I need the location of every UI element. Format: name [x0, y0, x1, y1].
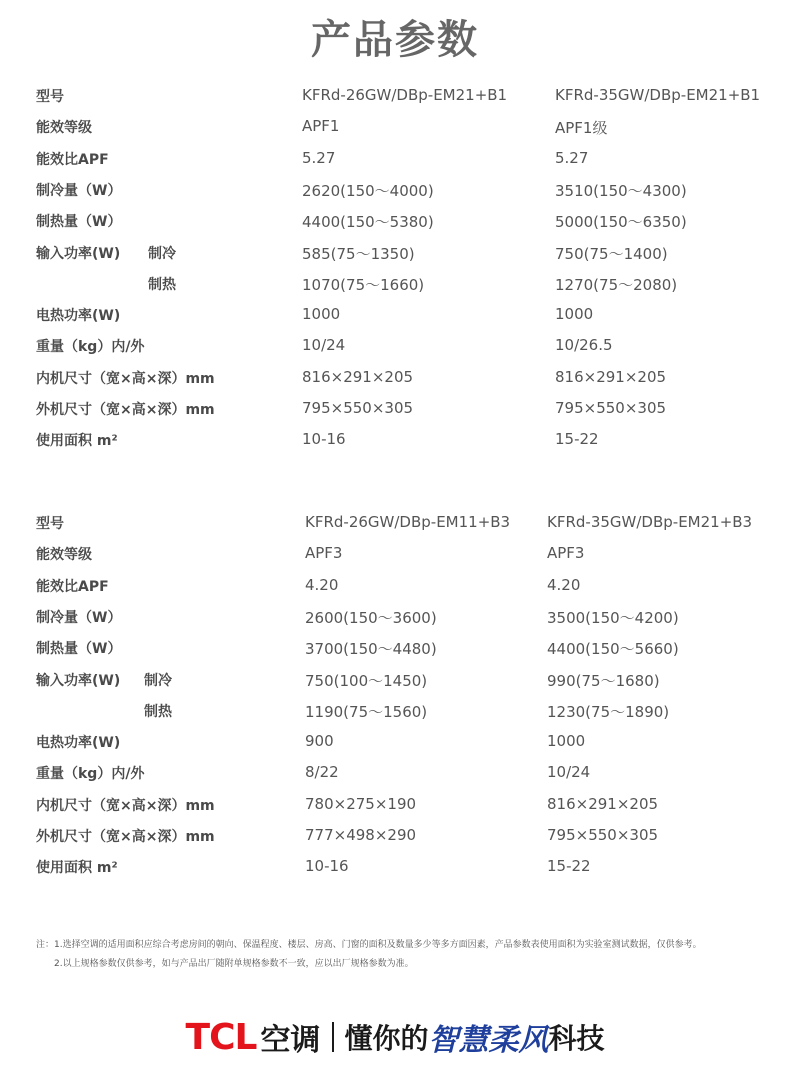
value-model-1: KFRd-26GW/DBp-EM21+B1 [302, 86, 508, 104]
row-label: 重量（kg）内/外 [36, 766, 145, 783]
row-label: 型号 [36, 89, 64, 105]
row-sublabel: 制热 [148, 276, 176, 293]
value-model-1: APF1 [302, 117, 340, 136]
row-label: 制冷量（W） [36, 609, 122, 626]
value-model-1: 4400(150～5380) [302, 213, 434, 232]
slogan-part-a: 懂你的 [344, 1022, 429, 1055]
table-row [0, 430, 790, 454]
row-label: 内机尺寸（宽×高×深）mm [36, 370, 215, 387]
value-model-1: 750(100～1450) [305, 671, 428, 690]
row-label: 输入功率(W) [36, 672, 121, 689]
table-row [0, 305, 790, 329]
value-model-2: 816×291×205 [547, 794, 659, 813]
table-row [0, 857, 790, 881]
table-row [0, 399, 790, 423]
table-row [0, 368, 790, 392]
value-model-1: 780×275×190 [305, 794, 417, 813]
table-row [0, 180, 790, 204]
table-row [0, 274, 790, 298]
value-model-1: 2600(150～3600) [305, 608, 437, 627]
row-label: 制热量（W） [36, 641, 122, 658]
table-row [0, 117, 790, 141]
table-row [0, 763, 790, 787]
value-model-1: 585(75～1350) [302, 244, 415, 263]
notes [36, 936, 766, 974]
row-label: 能效等级 [36, 120, 92, 137]
value-model-2: 10/26.5 [555, 336, 613, 355]
value-model-1: KFRd-26GW/DBp-EM11+B3 [305, 513, 511, 531]
note-1: 注：1.选择空调的适用面积应综合考虑房间的朝向、保温程度、楼层、房高、门窗的面积及数量多少等多方面因素，产品参数表使用面积为实验室测试数据，仅供参考。 [36, 940, 702, 950]
value-model-1: 4.20 [305, 575, 339, 594]
value-model-2: APF3 [547, 544, 585, 563]
row-label: 内机尺寸（宽×高×深）mm [36, 797, 215, 814]
page-title: 产品参数 [311, 16, 479, 63]
value-model-2: 816×291×205 [555, 367, 667, 386]
value-model-2: 990(75～1680) [547, 671, 660, 690]
value-model-1: 10-16 [302, 430, 346, 449]
value-model-1: 816×291×205 [302, 367, 414, 386]
value-model-1: 1000 [302, 305, 341, 324]
row-label: 输入功率(W) [36, 245, 121, 262]
value-model-1: 900 [305, 732, 334, 751]
table-row [0, 149, 790, 173]
tcl-logo: TCL [185, 1016, 257, 1058]
row-sublabel: 制冷 [144, 672, 172, 689]
value-model-1: 5.27 [302, 148, 336, 167]
value-model-2: 15-22 [555, 430, 599, 449]
note-2: 2.以上规格参数仅供参考，如与产品出厂随附单规格参数不一致，应以出厂规格参数为准。 [54, 959, 414, 969]
row-sublabel: 制冷 [148, 245, 176, 262]
row-label: 外机尺寸（宽×高×深）mm [36, 402, 215, 418]
value-model-2: KFRd-35GW/DBp-EM21+B1 [555, 86, 761, 104]
row-label: 能效比APF [36, 151, 109, 168]
table-row [0, 607, 790, 631]
row-label: 电热功率(W) [36, 308, 121, 325]
table-row [0, 336, 790, 360]
value-model-1: 777×498×290 [305, 826, 417, 844]
value-model-2: APF1级 [555, 119, 608, 138]
row-label: 使用面积 m² [36, 433, 118, 450]
value-model-2: 3500(150～4200) [547, 608, 679, 627]
row-label: 制热量（W） [36, 214, 122, 231]
row-label: 外机尺寸（宽×高×深）mm [36, 829, 215, 845]
slogan-part-c: 科技 [548, 1022, 605, 1055]
table-row [0, 638, 790, 662]
value-model-1: 2620(150～4000) [302, 181, 434, 200]
table-row [0, 670, 790, 694]
value-model-2: 5.27 [555, 148, 589, 167]
value-model-2: 5000(150～6350) [555, 213, 687, 232]
table-row [0, 544, 790, 568]
table-row [0, 701, 790, 725]
footer-banner [0, 1012, 790, 1062]
table-row [0, 795, 790, 819]
value-model-1: 8/22 [305, 763, 339, 782]
value-model-2: 4400(150～5660) [547, 640, 679, 659]
value-model-2: 4.20 [547, 575, 581, 594]
value-model-2: 795×550×305 [555, 399, 667, 417]
value-model-1: 10/24 [302, 336, 346, 355]
value-model-2: 3510(150～4300) [555, 181, 687, 200]
table-row [0, 86, 790, 110]
slogan-highlight: 智慧柔风 [428, 1023, 549, 1058]
value-model-2: 750(75～1400) [555, 244, 668, 263]
value-model-1: 1070(75～1660) [302, 275, 425, 294]
table-row [0, 243, 790, 267]
value-model-1: APF3 [305, 544, 343, 563]
value-model-1: 3700(150～4480) [305, 640, 437, 659]
table-row [0, 513, 790, 537]
table-row [0, 732, 790, 756]
row-sublabel: 制热 [144, 703, 172, 720]
value-model-1: 1190(75～1560) [305, 702, 428, 721]
value-model-1: 795×550×305 [302, 399, 414, 417]
value-model-2: 15-22 [547, 857, 591, 876]
row-label: 型号 [36, 516, 64, 532]
row-label: 制冷量（W） [36, 182, 122, 199]
row-label: 能效等级 [36, 547, 92, 564]
table-row [0, 211, 790, 235]
row-label: 能效比APF [36, 578, 109, 595]
row-label: 电热功率(W) [36, 735, 121, 752]
table-row [0, 576, 790, 600]
value-model-2: 795×550×305 [547, 826, 659, 844]
row-label: 使用面积 m² [36, 860, 118, 877]
divider [332, 1022, 334, 1052]
value-model-1: 10-16 [305, 857, 349, 876]
value-model-2: 1270(75～2080) [555, 275, 678, 294]
brand-suffix: 空调 [260, 1023, 321, 1058]
value-model-2: 10/24 [547, 763, 591, 782]
value-model-2: 1000 [555, 305, 594, 324]
table-row [0, 826, 790, 850]
value-model-2: 1230(75～1890) [547, 702, 670, 721]
value-model-2: 1000 [547, 732, 586, 751]
row-label: 重量（kg）内/外 [36, 339, 145, 356]
value-model-2: KFRd-35GW/DBp-EM21+B3 [547, 513, 753, 531]
